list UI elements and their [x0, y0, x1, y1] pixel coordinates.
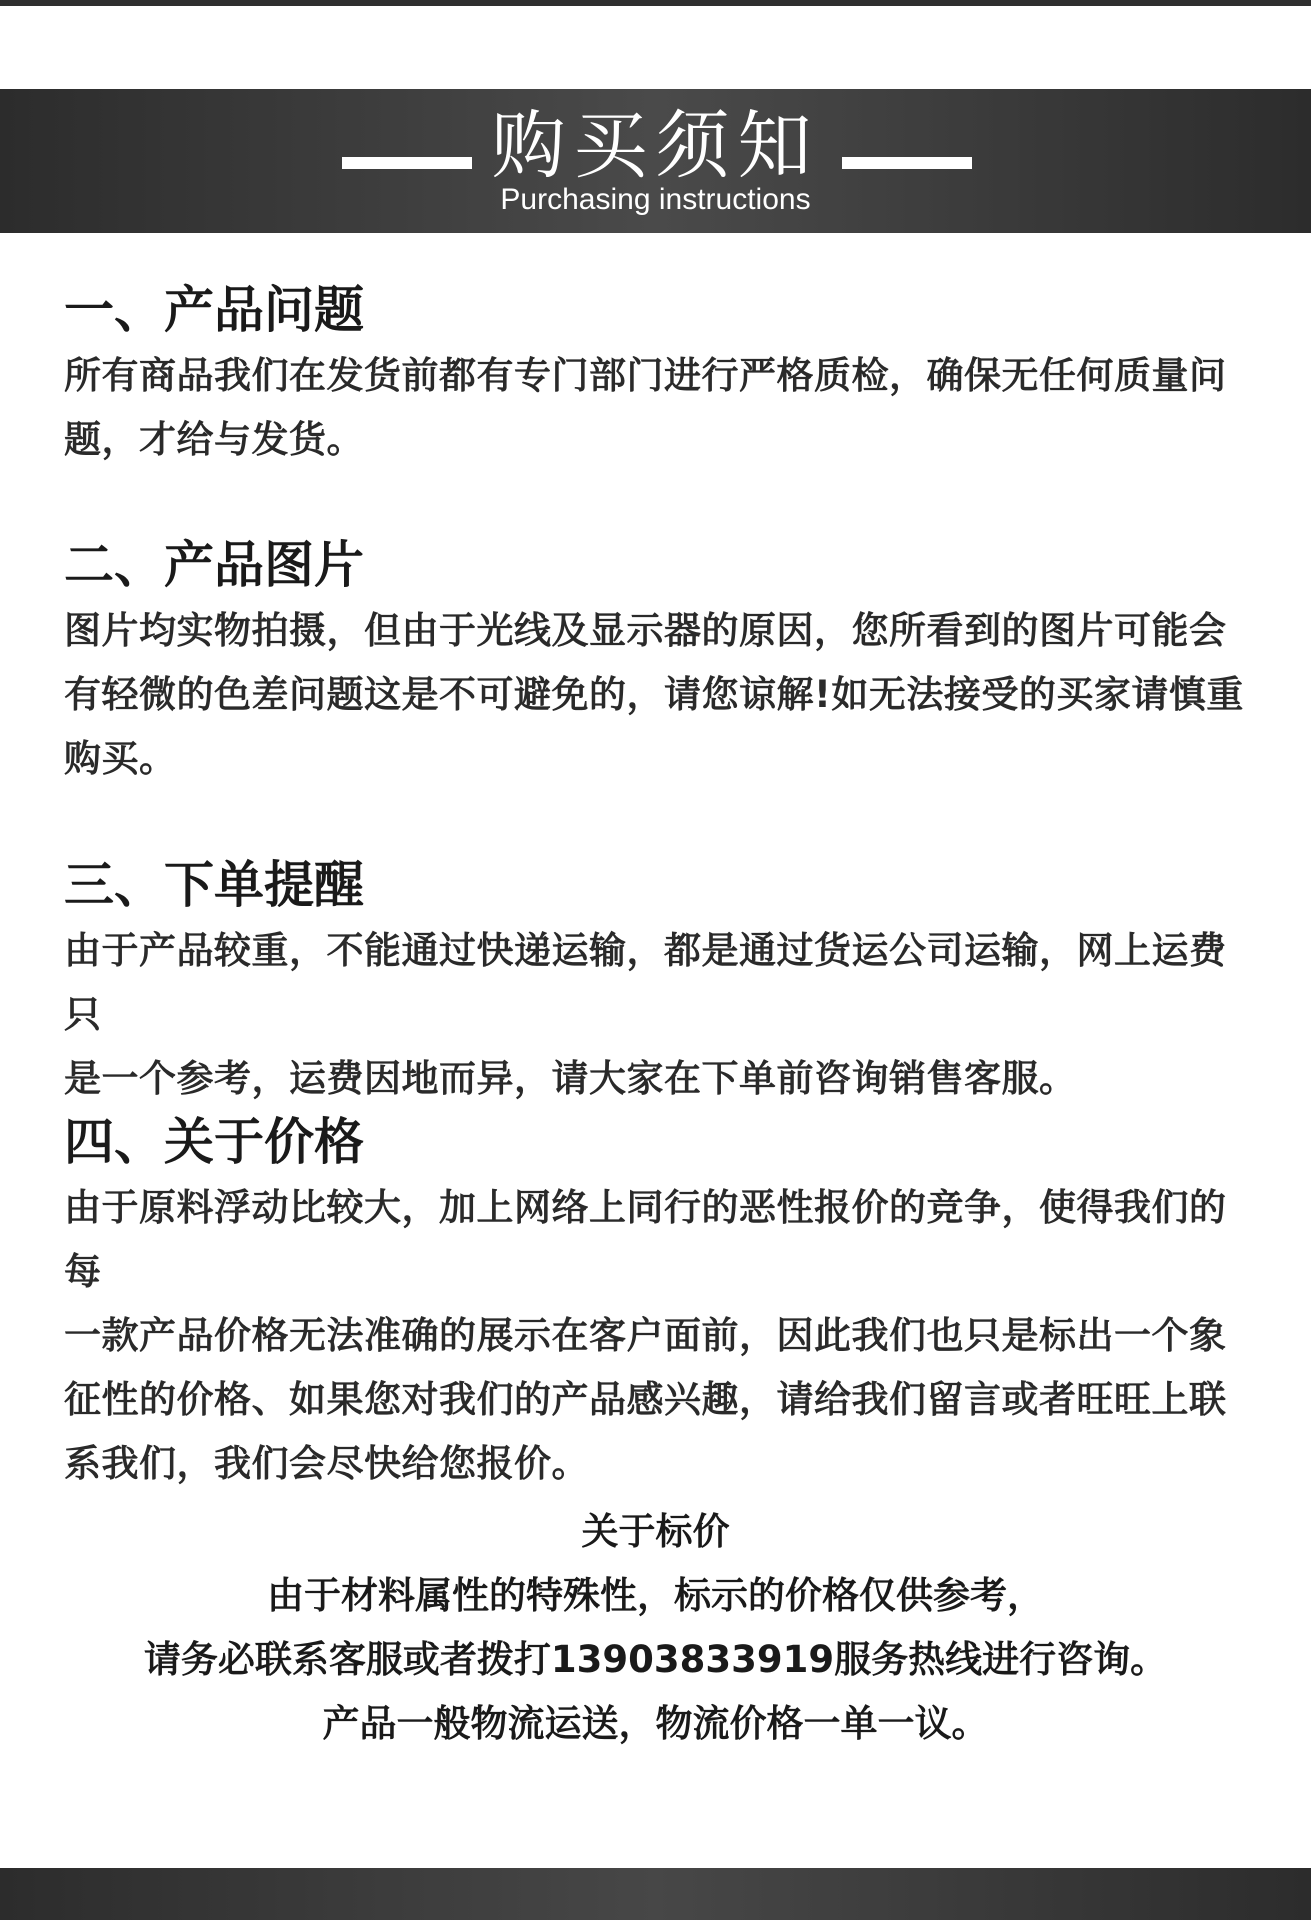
body-line: 由于产品较重，不能通过快递运输，都是通过货运公司运输，网上运费只	[64, 929, 1227, 1036]
page-subtitle: Purchasing instructions	[500, 183, 811, 216]
section-title: 三、下单提醒	[64, 856, 364, 914]
footer-bar	[0, 1868, 1311, 1920]
section-body	[64, 599, 1254, 791]
top-border	[0, 0, 1311, 6]
section-body	[64, 344, 1254, 472]
body-line: 有轻微的色差问题这是不可避免的，请您谅解!如无法接受的买家请慎重	[64, 673, 1244, 716]
section-body	[64, 919, 1254, 1111]
section-body	[64, 1176, 1254, 1496]
notice-line: 由于材料属性的特殊性，标示的价格仅供参考，	[267, 1574, 1044, 1617]
section-title: 二、产品图片	[64, 536, 364, 594]
pricing-notice	[0, 1500, 1311, 1756]
body-line: 购买。	[64, 737, 177, 780]
section-title: 四、关于价格	[64, 1113, 364, 1171]
section-product-images	[64, 535, 1254, 791]
body-line: 征性的价格、如果您对我们的产品感兴趣，请给我们留言或者旺旺上联	[64, 1378, 1227, 1421]
body-line: 所有商品我们在发货前都有专门部门进行严格质检，确保无任何质量问	[64, 354, 1227, 397]
page-title: 购买须知	[491, 103, 820, 189]
body-line: 一款产品价格无法准确的展示在客户面前，因此我们也只是标出一个象	[64, 1314, 1227, 1357]
body-line: 是一个参考，运费因地而异，请大家在下单前咨询销售客服。	[64, 1057, 1077, 1100]
body-line: 由于原料浮动比较大，加上网络上同行的恶性报价的竞争，使得我们的每	[64, 1186, 1227, 1293]
section-product-issues	[64, 280, 1254, 472]
body-line: 题，才给与发货。	[64, 418, 364, 461]
notice-line-hotline: 请务必联系客服或者拨打13903833919服务热线进行咨询。	[143, 1638, 1168, 1681]
body-line: 图片均实物拍摄，但由于光线及显示器的原因，您所看到的图片可能会	[64, 609, 1227, 652]
body-line: 系我们，我们会尽快给您报价。	[64, 1442, 589, 1485]
section-pricing	[64, 1112, 1254, 1496]
notice-line: 产品一般物流运送，物流价格一单一议。	[322, 1702, 989, 1745]
notice-heading: 关于标价	[581, 1510, 730, 1553]
section-title: 一、产品问题	[64, 281, 364, 339]
section-order-reminder	[64, 855, 1254, 1111]
